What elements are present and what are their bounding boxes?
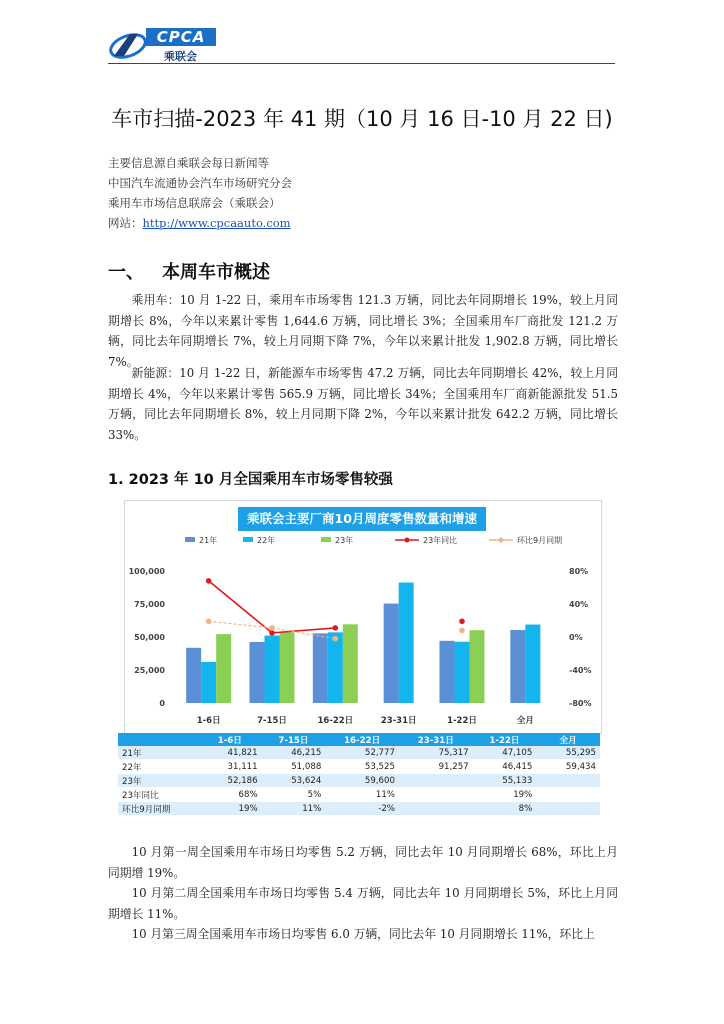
table-cell xyxy=(399,802,473,816)
y-tick-label: 50,000 xyxy=(134,633,165,642)
yoy-point xyxy=(459,619,465,625)
table-cell xyxy=(536,788,600,802)
logo-text: CPCA xyxy=(146,28,216,46)
logo-emblem-icon xyxy=(108,26,148,64)
bar xyxy=(525,625,540,703)
table-cell: 55,295 xyxy=(536,746,600,760)
week1-paragraph: 10 月第一周全国乘用车市场日均零售 5.2 万辆，同比去年 10 月同期增长 68%，环比上月同期增 19%。 xyxy=(108,845,618,880)
x-tick-label: 23-31日 xyxy=(380,716,417,726)
table-row-label: 21年 xyxy=(118,746,198,760)
y-tick-label: 100,000 xyxy=(128,567,165,576)
table-header-cell: 全月 xyxy=(536,733,600,746)
source-line-3: 乘用车市场信息联席会（乘联会） xyxy=(108,196,281,210)
table-cell: 53,624 xyxy=(262,774,326,788)
y-tick-label: 75,000 xyxy=(134,600,165,609)
overview-passenger xyxy=(108,290,618,372)
chart-title: 乘联会主要厂商10月周度零售数量和增速 xyxy=(238,507,486,531)
table-row-label: 23年 xyxy=(118,774,198,788)
table-row xyxy=(118,774,600,788)
chart-data-table xyxy=(118,733,600,816)
bar xyxy=(280,632,295,703)
x-tick-label: 1-22日 xyxy=(447,716,477,726)
weekly-retail-chart xyxy=(124,500,602,734)
bar xyxy=(440,641,455,703)
y-tick-label: 0 xyxy=(159,699,165,708)
table-cell: 11% xyxy=(325,788,399,802)
bar xyxy=(201,662,216,703)
bar xyxy=(186,648,201,703)
x-tick-label: 全月 xyxy=(516,716,534,726)
section-heading xyxy=(108,258,270,284)
bar xyxy=(313,633,328,703)
bar xyxy=(343,624,358,703)
table-row-label: 23年同比 xyxy=(118,788,198,802)
table-cell: 11% xyxy=(262,802,326,816)
x-tick-label: 7-15日 xyxy=(257,716,287,726)
table-cell: 53,525 xyxy=(325,760,399,774)
bar xyxy=(216,634,231,703)
table-header-cell xyxy=(118,733,198,746)
website-label: 网站： xyxy=(108,216,143,230)
table-cell: 19% xyxy=(473,788,537,802)
header-divider xyxy=(108,63,615,64)
legend-marker xyxy=(405,538,410,543)
y2-tick-label: -40% xyxy=(569,666,592,675)
table-cell: 5% xyxy=(262,788,326,802)
y2-tick-label: -80% xyxy=(569,699,592,708)
table-header-cell: 23-31日 xyxy=(399,733,473,746)
legend-label: 21年 xyxy=(199,536,218,545)
overview-nev xyxy=(108,363,618,445)
table-cell xyxy=(536,802,600,816)
week2-paragraph: 10 月第二周全国乘用车市场日均零售 5.4 万辆，同比去年 10 月同期增长 5%，环比上月同期增长 11%。 xyxy=(108,886,618,921)
week3-summary xyxy=(108,924,618,945)
source-line-2: 中国汽车流通协会汽车市场研究分会 xyxy=(108,176,292,190)
table-cell: 68% xyxy=(198,788,262,802)
mom-point xyxy=(333,636,339,642)
table-cell: 52,186 xyxy=(198,774,262,788)
website-link[interactable]: http://www.cpcaauto.com xyxy=(142,216,291,230)
table-cell: 52,777 xyxy=(325,746,399,760)
table-cell: 46,415 xyxy=(473,760,537,774)
table-header-cell: 1-22日 xyxy=(473,733,537,746)
table-header-row xyxy=(118,733,600,746)
table-cell: -2% xyxy=(325,802,399,816)
legend-marker xyxy=(499,538,504,543)
table-cell: 47,105 xyxy=(473,746,537,760)
bar xyxy=(470,630,485,703)
chart-canvas xyxy=(125,501,601,733)
week1-summary xyxy=(108,842,618,883)
cpca-logo xyxy=(108,26,218,64)
passenger-paragraph: 乘用车：10 月 1-22 日，乘用车市场零售 121.3 万辆，同比去年同期增长 19%，较上月同期增长 8%，今年以来累计零售 1,644.6 万辆，同比增长 3%；全国乘用车厂商批发 121.2 万辆，同比去年同期增长 7%，较上月同期下降 7%，今年以来累计批发 1,902.8 万辆，同比增长 7%。 xyxy=(108,293,618,369)
x-tick-label: 1-6日 xyxy=(196,716,221,726)
table-cell: 8% xyxy=(473,802,537,816)
table-cell: 75,317 xyxy=(399,746,473,760)
table-cell: 19% xyxy=(198,802,262,816)
bar xyxy=(399,583,414,703)
source-line-1: 主要信息源自乘联会每日新闻等 xyxy=(108,156,269,170)
table-cell: 55,133 xyxy=(473,774,537,788)
table-cell: 59,434 xyxy=(536,760,600,774)
yoy-point xyxy=(333,625,339,631)
page-title: 车市扫描-2023 年 41 期（10 月 16 日-10 月 22 日) xyxy=(111,107,613,131)
table-header-cell: 7-15日 xyxy=(262,733,326,746)
y2-tick-label: 0% xyxy=(569,633,583,642)
legend-label: 环比9月同期 xyxy=(517,536,563,545)
subsection-heading: 1. 2023 年 10 月全国乘用车市场零售较强 xyxy=(108,472,393,488)
x-tick-label: 16-22日 xyxy=(317,716,354,726)
legend-label: 23年同比 xyxy=(423,536,458,545)
section-number: 一、 xyxy=(108,262,144,283)
nev-paragraph: 新能源：10 月 1-22 日，新能源车市场零售 47.2 万辆，同比去年同期增长 42%，较上月同期增长 4%，今年以来累计零售 565.9 万辆，同比增长 34%；全国乘用车厂商新能源批发 51.5 万辆，同比去年同期增长 8%，较上月同期下降 2%，今年以来累计批发 642.2 万辆，同比增长 33%。 xyxy=(108,366,618,442)
table-header-cell: 16-22日 xyxy=(325,733,399,746)
logo-subtitle: 乘联会 xyxy=(164,50,197,63)
week2-summary xyxy=(108,883,618,924)
table-cell: 31,111 xyxy=(198,760,262,774)
bar xyxy=(510,630,525,703)
series-line xyxy=(272,628,335,633)
bar xyxy=(384,604,399,703)
table-cell xyxy=(399,788,473,802)
table-row xyxy=(118,760,600,774)
bar xyxy=(265,636,280,703)
table-cell: 51,088 xyxy=(262,760,326,774)
legend-swatch xyxy=(185,537,195,542)
legend-label: 23年 xyxy=(335,536,354,545)
table-row-label: 22年 xyxy=(118,760,198,774)
bar xyxy=(250,642,265,703)
bar xyxy=(328,632,343,703)
y-tick-label: 25,000 xyxy=(134,666,165,675)
week3-paragraph: 10 月第三周全国乘用车市场日均零售 6.0 万辆，同比去年 10 月同期增长 11%，环比上 xyxy=(131,927,595,941)
table-cell: 41,821 xyxy=(198,746,262,760)
table-row xyxy=(118,788,600,802)
table-cell: 59,600 xyxy=(325,774,399,788)
y2-tick-label: 80% xyxy=(569,567,589,576)
table-row xyxy=(118,746,600,760)
bar xyxy=(455,642,470,703)
section-title: 本周车市概述 xyxy=(162,262,270,283)
legend-swatch xyxy=(243,537,253,542)
legend-swatch xyxy=(321,537,331,542)
y2-tick-label: 40% xyxy=(569,600,589,609)
table-cell xyxy=(536,774,600,788)
table-header-cell: 1-6日 xyxy=(198,733,262,746)
mom-point xyxy=(459,628,465,634)
table-row xyxy=(118,802,600,816)
table-cell xyxy=(399,774,473,788)
website-line xyxy=(108,215,291,231)
table-row-label: 环比9月同期 xyxy=(118,802,198,816)
table-cell: 91,257 xyxy=(399,760,473,774)
legend-label: 22年 xyxy=(257,536,276,545)
table-cell: 46,215 xyxy=(262,746,326,760)
